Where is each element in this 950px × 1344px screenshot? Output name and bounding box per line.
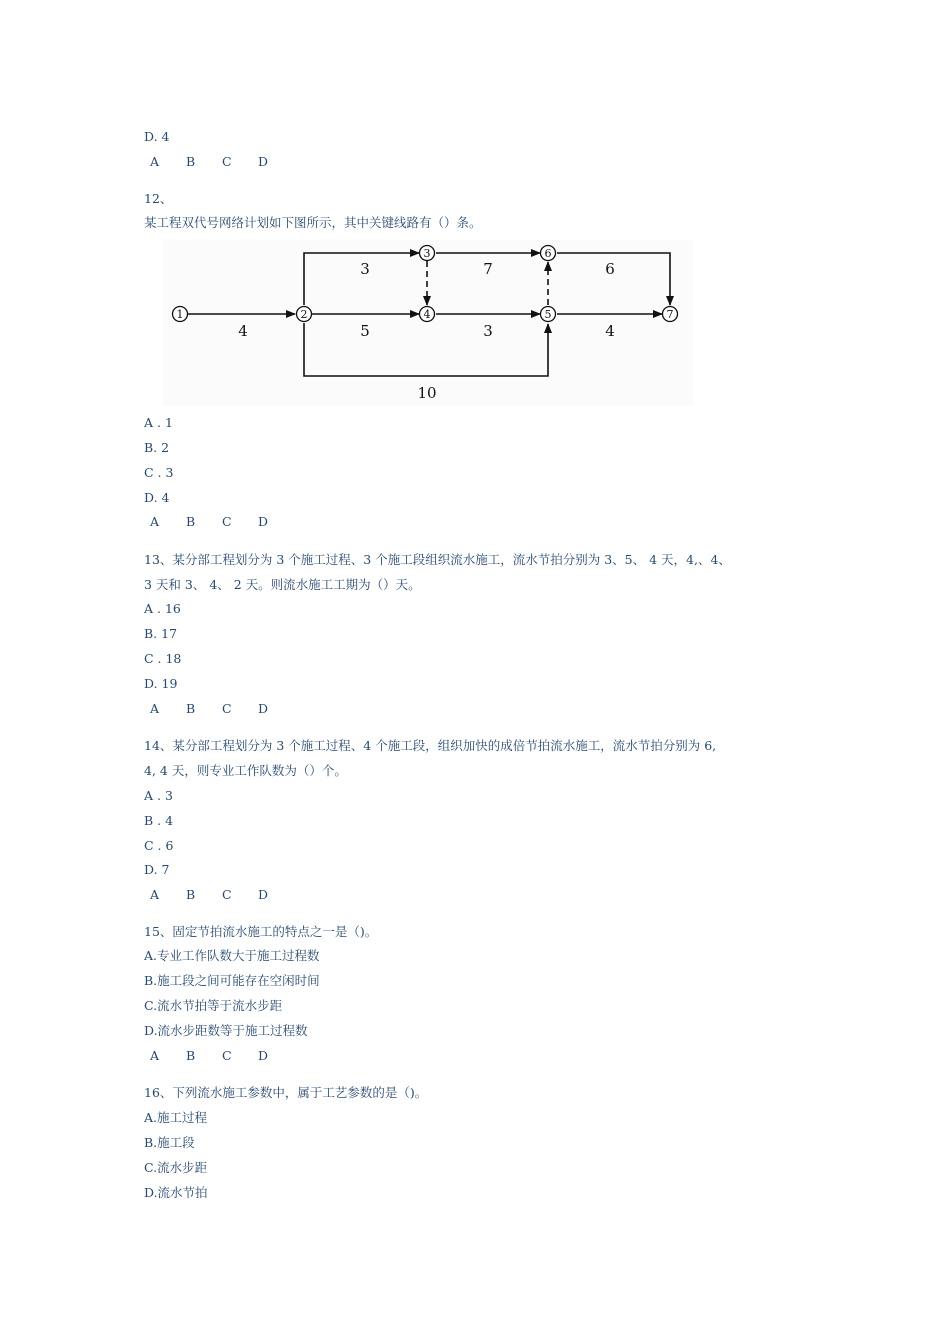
q15-answer-d[interactable]: D — [258, 1048, 269, 1063]
q14-option-a: A . 3 — [144, 788, 173, 803]
q12-answer-a[interactable]: A — [150, 514, 160, 529]
label-6-7: 6 — [605, 260, 615, 278]
q14-answer-b[interactable]: B — [186, 887, 196, 902]
node-3 — [420, 246, 435, 261]
node-1 — [173, 307, 188, 322]
q14-stem-line1: 14、某分部工程划分为 3 个施工过程、4 个施工段，组织加快的成倍节拍流水施工，流水节拍分别为 6, — [144, 738, 717, 753]
q11-answer-b[interactable]: B — [186, 154, 196, 169]
q12-option-a: A . 1 — [144, 415, 173, 430]
q12-option-b: B. 2 — [144, 440, 170, 455]
q13-answer-b[interactable]: B — [186, 701, 196, 716]
q14-option-b: B . 4 — [144, 813, 174, 828]
svg-text:1: 1 — [176, 308, 184, 321]
q12-option-c: C . 3 — [144, 465, 174, 480]
q12-number: 12、 — [144, 191, 173, 206]
q13-option-c: C . 18 — [144, 651, 182, 666]
network-diagram — [163, 240, 693, 406]
q15-answer-b[interactable]: B — [186, 1048, 196, 1063]
q14-option-d: D. 7 — [144, 862, 170, 877]
svg-text:5: 5 — [544, 308, 552, 321]
q14-stem-line2: 4, 4 天，则专业工作队数为（）个。 — [144, 763, 347, 778]
q14-answer-a[interactable]: A — [150, 887, 160, 902]
label-5-7: 4 — [605, 322, 615, 340]
q15-stem: 15、固定节拍流水施工的特点之一是（)。 — [144, 924, 378, 939]
q13-option-d: D. 19 — [144, 676, 178, 691]
label-3-6: 7 — [483, 260, 493, 278]
svg-text:6: 6 — [544, 247, 552, 260]
q11-answer-d[interactable]: D — [258, 154, 269, 169]
svg-text:2: 2 — [300, 308, 308, 321]
q11-answer-choices — [150, 154, 294, 170]
q14-answer-choices — [150, 887, 294, 903]
q15-answer-c[interactable]: C — [222, 1048, 232, 1063]
q15-option-a: A.专业工作队数大于施工过程数 — [144, 948, 320, 963]
q14-answer-c[interactable]: C — [222, 887, 232, 902]
q11-answer-c[interactable]: C — [222, 154, 232, 169]
q15-option-d: D.流水步距数等于施工过程数 — [144, 1023, 308, 1038]
q16-option-a: A.施工过程 — [144, 1110, 208, 1125]
q12-answer-c[interactable]: C — [222, 514, 232, 529]
q13-option-a: A . 16 — [144, 601, 181, 616]
q12-answer-d[interactable]: D — [258, 514, 269, 529]
q15-option-b: B.施工段之间可能存在空闲时间 — [144, 973, 320, 988]
q13-stem-line1: 13、某分部工程划分为 3 个施工过程、3 个施工段组织流水施工，流水节拍分别为 3、5、 4 天，4,、4、 — [144, 552, 731, 567]
svg-text:7: 7 — [666, 308, 674, 321]
node-4 — [420, 307, 435, 322]
q13-stem-line2: 3 天和 3、 4、 2 天。则流水施工工期为（）天。 — [144, 577, 421, 592]
node-5 — [541, 307, 556, 322]
q16-option-b: B.施工段 — [144, 1135, 195, 1150]
q16-option-c: C.流水步距 — [144, 1160, 208, 1175]
label-2-4: 5 — [360, 322, 370, 340]
node-6 — [541, 246, 556, 261]
q15-answer-choices — [150, 1048, 294, 1064]
svg-text:4: 4 — [423, 308, 431, 321]
q14-option-c: C . 6 — [144, 838, 174, 853]
q13-answer-a[interactable]: A — [150, 701, 160, 716]
q15-answer-a[interactable]: A — [150, 1048, 160, 1063]
q16-stem: 16、下列流水施工参数中，属于工艺参数的是（)。 — [144, 1085, 428, 1100]
q13-answer-d[interactable]: D — [258, 701, 269, 716]
q12-option-d: D. 4 — [144, 490, 170, 505]
label-4-5: 3 — [483, 322, 493, 340]
q11-option-d: D. 4 — [144, 129, 170, 144]
q13-option-b: B. 17 — [144, 626, 178, 641]
q12-answer-choices — [150, 514, 294, 530]
node-2 — [297, 307, 312, 322]
label-2-3: 3 — [360, 260, 370, 278]
q14-answer-d[interactable]: D — [258, 887, 269, 902]
svg-text:3: 3 — [423, 247, 431, 260]
node-7 — [663, 307, 678, 322]
q15-option-c: C.流水节拍等于流水步距 — [144, 998, 283, 1013]
label-2-5: 10 — [417, 384, 437, 402]
q16-option-d: D.流水节拍 — [144, 1185, 208, 1200]
q11-answer-a[interactable]: A — [150, 154, 160, 169]
label-1-2: 4 — [238, 322, 248, 340]
q12-answer-b[interactable]: B — [186, 514, 196, 529]
q13-answer-choices — [150, 701, 294, 717]
q12-stem: 某工程双代号网络计划如下图所示，其中关键线路有（）条。 — [144, 215, 482, 230]
q13-answer-c[interactable]: C — [222, 701, 232, 716]
